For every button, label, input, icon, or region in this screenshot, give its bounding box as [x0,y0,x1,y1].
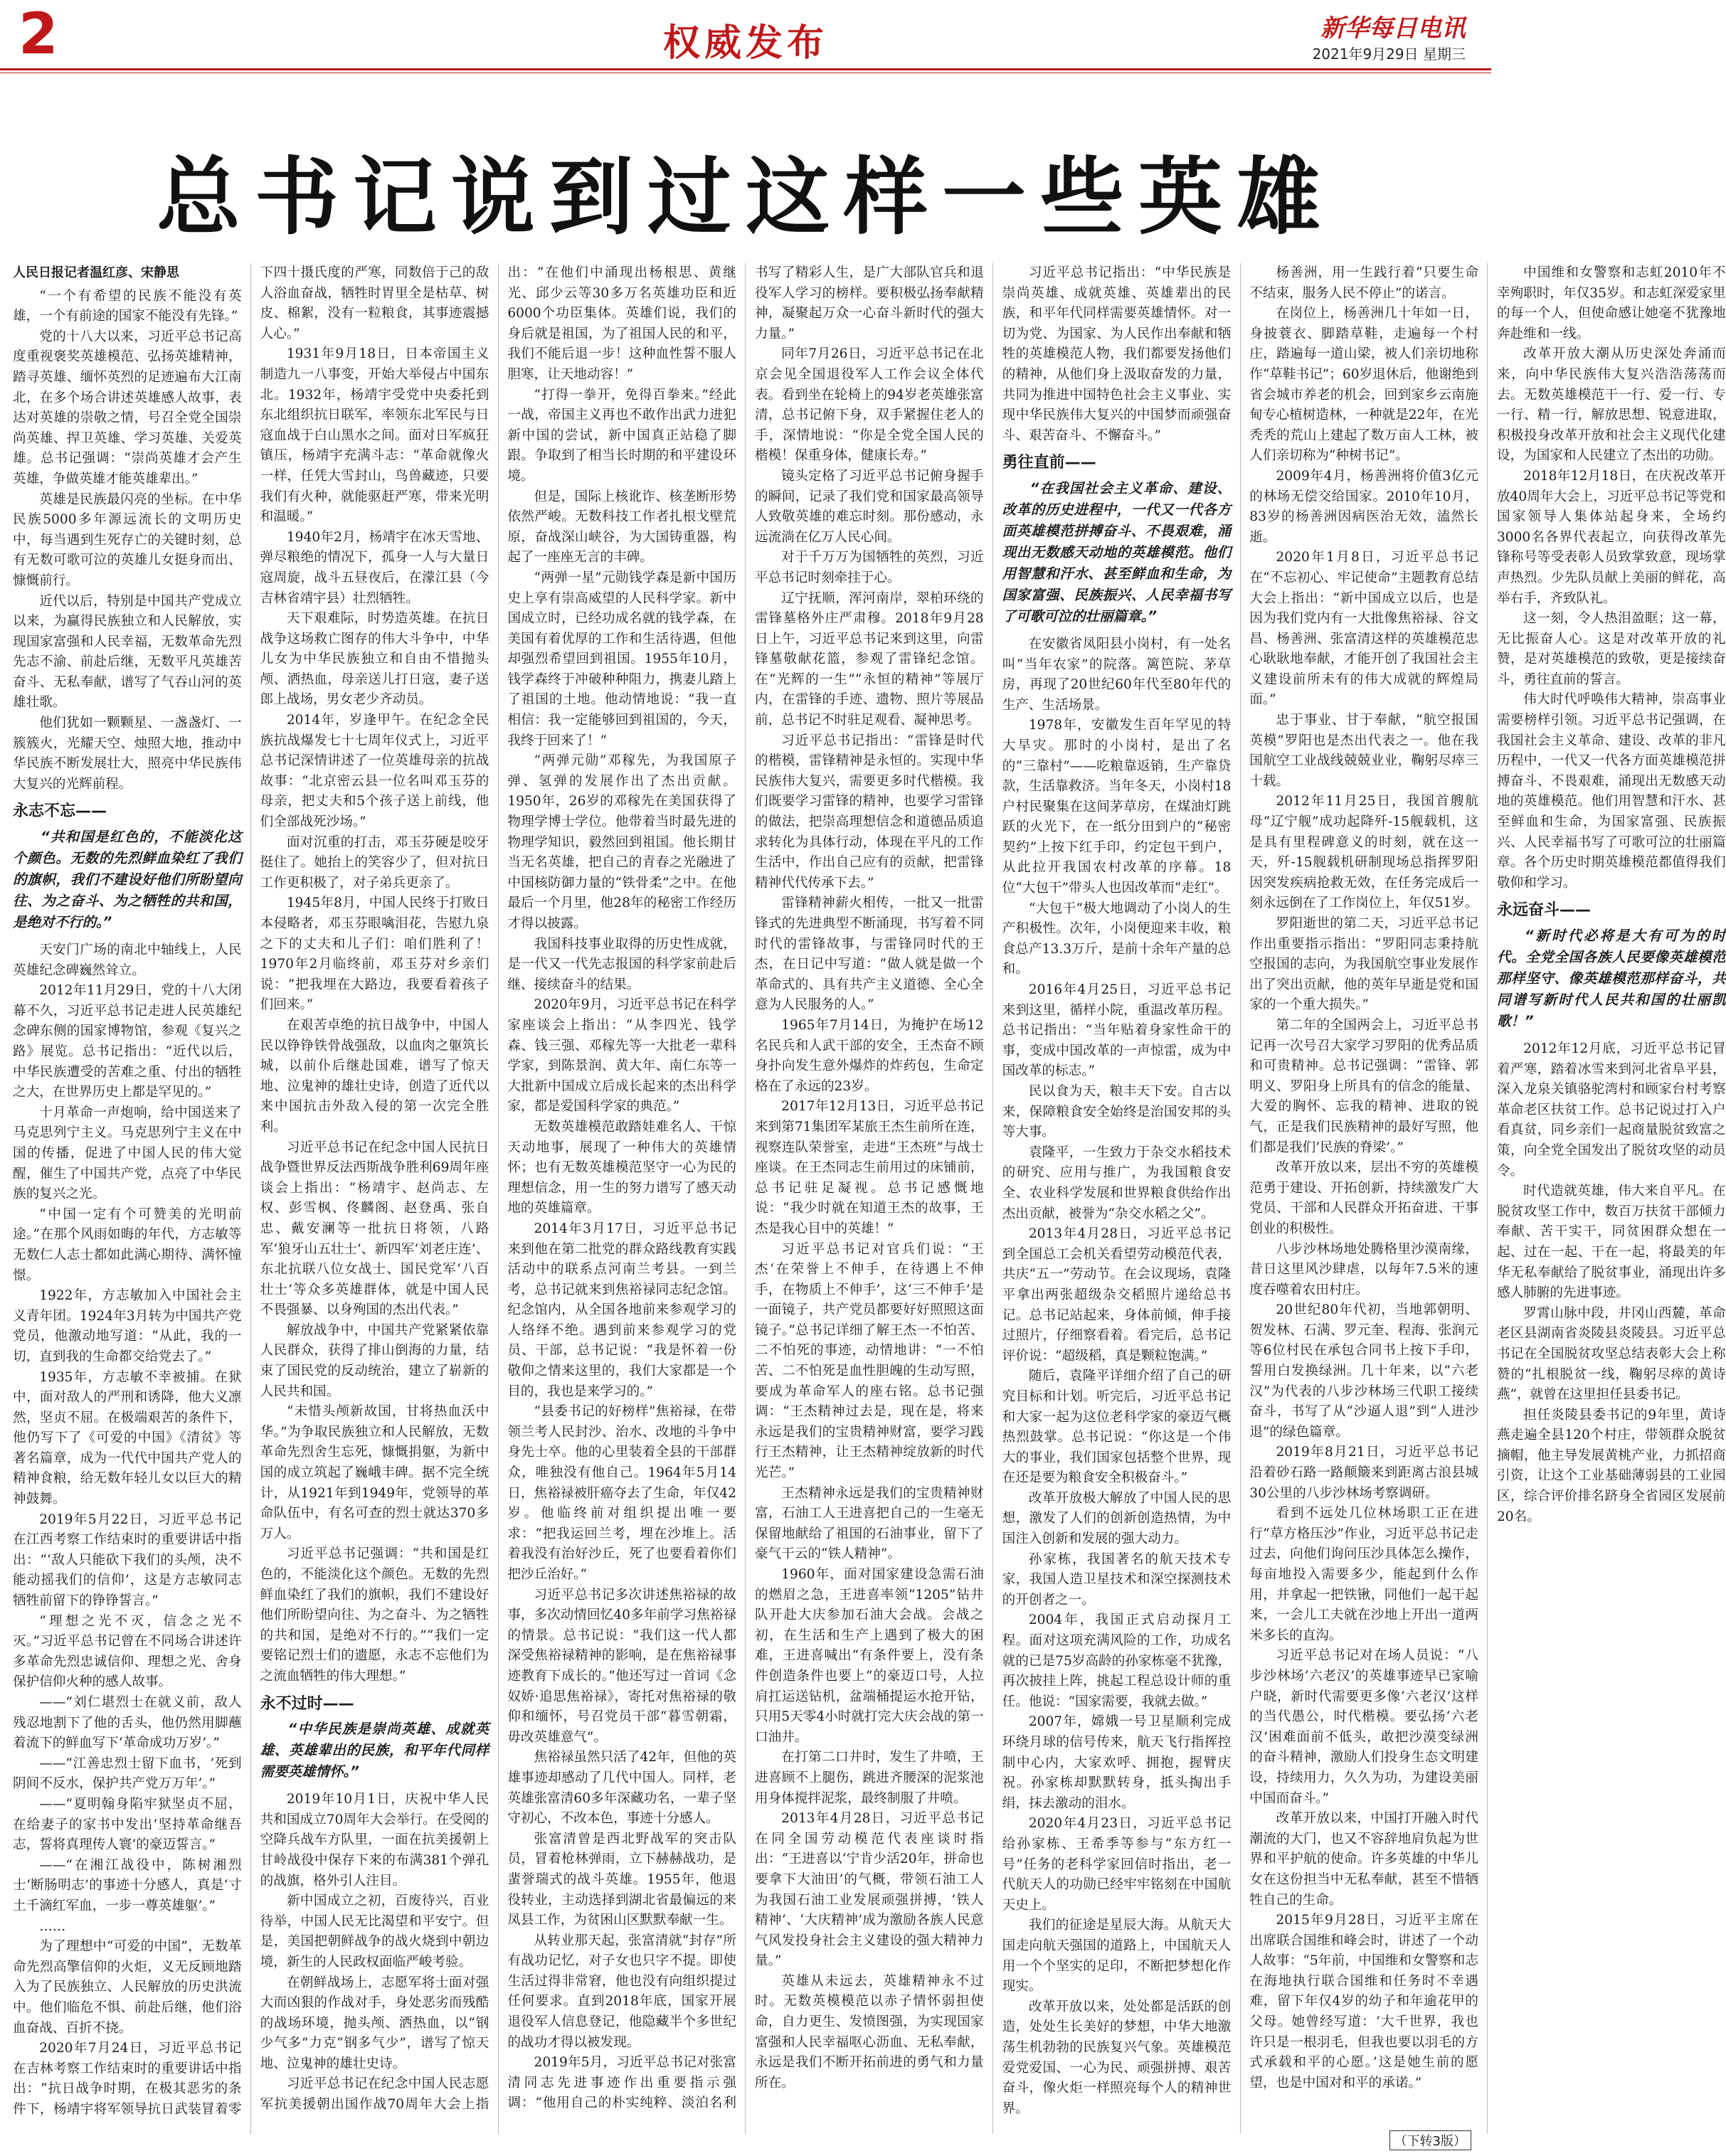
paragraph: 中国维和女警察和志虹2010年不幸殉职时，年仅35岁。和志虹深爱家里的每一个人，但使命感让她毫不犹豫地奔赴维和一线。 [1496,265,1726,341]
article-headline: 总书记说到过这样一些英雄 [156,148,1335,246]
paragraph: “理想之光不灭，信念之光不灭。”习近平总书记曾在不同场合讲述许多革命先烈忠诚信仰、理想之光、舍身保护信仰火种的感人故事。 [13,1613,242,1690]
paragraph: 焦裕禄虽然只活了42年，但他的英雄事迹却感动了几代中国人。同样，老英雄张富清60多年深藏功名，一辈子坚守初心，不改本色，事迹十分感人。 [507,1750,736,1827]
paragraph: 在打第二口井时，发生了井喷，王进喜顾不上腿伤，跳进齐腰深的泥浆池用身体搅拌泥浆，最终制服了井喷。 [754,1750,984,1806]
paragraph: 在安徽省凤阳县小岗村，有一处名叫“当年农家”的院落。篱笆院、茅草房，再现了20世纪60年代至80年代的生产、生活场景。 [1002,636,1232,713]
byline: 人民日报记者温红彦、宋静思 [13,265,179,280]
paragraph: 天下艰难际，时势造英雄。在抗日战争这场救亡图存的伟大斗争中，中华儿女为中华民族独立和自由不惜抛头颅、洒热血，母亲送儿打日寇，妻子送郎上战场，男女老少齐动员。 [260,611,489,708]
paragraph: 习近平总书记在纪念中国人民抗日战争暨世界反法西斯战争胜利69周年座谈会上指出：“杨靖宇、赵尚志、左权、彭雪枫、佟麟阁、赵登禹、张自忠、戴安澜等一批抗日将领，八路军‘狼牙山五壮士’、新四军‘刘老庄连’、东北抗联八位女战士、国民党军‘八百壮士’等众多英雄群体，就是中国人民不畏强暴、以身殉国的杰出代表。” [260,1140,489,1318]
paragraph: 改革开放极大解放了中国人民的思想，激发了人们的创新创造热情，为中国注入创新和发展的强大动力。 [1002,1490,1232,1547]
paragraph: 改革开放以来，中国打开融入时代潮流的大门，也又不容辞地肩负起为世界和平护航的使命。许多英雄的中华儿女在这份担当中无私奉献，甚至不惜牺牲自己的生命。 [1249,1811,1478,1908]
paragraph: “大包干”极大地调动了小岗人的生产积极性。次年，小岗便迎来丰收，粮食总产13.3万斤，是前十余年产量的总和。 [1002,901,1232,977]
paragraph: 改革开放大潮从历史深处奔涌而来，向中华民族伟大复兴浩浩荡荡而去。无数英雄模范干一行、爱一行、专一行、精一行，解放思想、锐意进取，积极投身改革开放和社会主义现代化建设，为国家和人民建立了杰出的功勋。 [1496,346,1726,464]
paragraph: 习近平总书记指出：“雷锋是时代的楷模，雷锋精神是永恒的。实现中华民族伟大复兴，需要更多时代楷模。我们既要学习雷锋的精神，也要学习雷锋的做法，把崇高理想信念和道德品质追求转化为具体行动，体现在平凡的工作生活中，作出自己应有的贡献，把雷锋精神代代传承下去。” [754,733,984,891]
paragraph: 杨善洲，用一生践行着“只要生命不结束，服务人民不停止”的诺言。 [1249,265,1478,301]
section-callout-3: “在我国社会主义革命、建设、改革的历史进程中，一代又一代各方面英雄模范拼搏奋斗、不畏艰难，涌现出无数感天动地的英雄模范。他们用智慧和汗水、甚至鲜血和生命，为国家富强、民族振兴、人民幸福书写了可歌可泣的壮丽篇章。” [1002,479,1232,625]
newspaper-logo: 新华每日电讯 [1320,14,1466,43]
paragraph: 十月革命一声炮响，给中国送来了马克思列宁主义。马克思列宁主义在中国的传播，促进了中国人民的伟大觉醒，催生了中国共产党，点亮了中华民族的复兴之光。 [13,1105,242,1202]
paragraph: 八步沙林场地处腾格里沙漠南缘，昔日这里风沙肆虐，以每年7.5米的速度吞噬着农田村庄。 [1249,1241,1478,1297]
paragraph: 但是，国际上核讹诈、核垄断形势依然严峻。无数科技工作者扎根戈壁荒原，奋战深山峡谷，为大国铸重器，构起了一座座无言的丰碑。 [507,489,736,565]
paragraph: 无数英雄模范敢踏娃难名人、干惊天动地事，展现了一种伟大的英雄情怀；也有无数英雄模范坚守一心为民的理想信念，用一生的努力谱写了感天动地的英雄篇章。 [507,1119,736,1216]
paragraph: 2020年7月24日，习近平总书记在吉林考察工作结束时的重要讲话中指出：“抗日战争时期，在极其恶劣的条件下，杨靖宇将军领导抗日武装冒着零下四十摄氏度的严寒，同数倍于己的敌人浴血奋战，牺牲时胃里全是枯草、树皮、棉絮，没有一粒粮食，其事迹震撼人心。” [13,265,489,2117]
paragraph: 我国科技事业取得的历史性成就，是一代又一代先志报国的科学家前赴后继、接续奋斗的结果。 [507,936,736,992]
continued-note: （下转3版） [1389,2130,1471,2150]
paragraph: 在艰苦卓绝的抗日战争中，中国人民以铮铮铁骨战强敌，以血肉之躯筑长城，以前仆后继赴国难，谱写了惊天地、泣鬼神的雄壮史诗，创造了近代以来中国抗击外敌入侵的第一次完全胜利。 [260,1017,489,1135]
paragraph: 孙家栋，我国著名的航天技术专家，我国人造卫星技术和深空探测技术的开创者之一。 [1002,1551,1232,1608]
paragraph: 2019年5月22日，习近平总书记在江西考察工作结束时的重要讲话中指出：“‘敌人只能砍下我们的头颅，决不能动摇我们的信仰’，这是方志敏同志牺牲前留下的铮铮誓言。” [13,1512,242,1609]
paragraph: 袁隆平，一生致力于杂交水稻技术的研究、应用与推广，为我国粮食安全、农业科学发展和世界粮食供给作出杰出贡献，被誉为“杂交水稻之父”。 [1002,1145,1232,1221]
paragraph: 1945年8月，中国人民终于打败日本侵略者，邓玉芬眼噙泪花，告慰九泉之下的丈夫和儿子们：咱们胜利了！1970年2月临终前，邓玉芬对乡亲们说：“把我埋在大路边，我要看着孩子们回来。” [260,896,489,1013]
paragraph: 2020年9月，习近平总书记在科学家座谈会上指出：“从李四光、钱学森、钱三强、邓稼先等一大批老一辈科学家，到陈景润、黄大年、南仁东等一大批新中国成立后成长起来的杰出科学家，都是爱国科学家的典范。” [507,997,736,1115]
paragraph: 2019年8月21日，习近平总书记沿着砂石路一路颠簸来到距离古浪县城30公里的八步沙林场考察调研。 [1249,1445,1478,1501]
section-heading-2: 永不过时—— [260,1694,354,1713]
paragraph: 2017年12月13日，习近平总书记来到第71集团军某旅王杰生前所在连，视察连队荣誉室，走进“王杰班”与战士座谈。在王杰同志生前用过的床铺前，总书记驻足凝视。总书记感慨地说：“我少时就在知道王杰的故事，王杰是我心目中的英雄！” [754,1099,984,1236]
paragraph: 在岗位上，杨善洲几十年如一日，身披蓑衣、脚踏草鞋，走遍每一个村庄，踏遍每一道山梁，被人们亲切地称作“草鞋书记”；60岁退休后，他谢绝到省会城市养老的机会，回到家乡云南施甸专心植树造林，一种就是22年，在光秃秃的荒山上建起了数万亩人工林，被人们亲切称为“种树书记”。 [1249,306,1478,464]
paragraph: 2007年，嫦娥一号卫星顺利完成环绕月球的信号传来，航天飞行指挥控制中心内，大家欢呼、拥抱，握臂庆祝。孙家栋却默默转身，抵头掏出手绢，抹去激动的泪水。 [1002,1714,1232,1811]
paragraph: 担任炎陵县委书记的9年里，黄诗燕走遍全县120个村庄，带领群众脱贫摘帽，他主导发展黄桃产业，力抓招商引资，让这个工业基础薄弱县的工业园区，综合评价排名跻身全省园区发展前20名。 [1496,1407,1726,1524]
paragraph: 罗阳逝世的第二天，习近平总书记作出重要指示指出：“罗阳同志秉持航空报国的志向，为我国航空事业发展作出了突出贡献，他的英年早逝是党和国家的一个重大损失。” [1249,916,1478,1013]
paragraph: 对于千万万为国牺牲的英烈，习近平总书记时刻牵挂于心。 [754,550,984,585]
article-body [13,263,1726,2134]
paragraph: 改革开放以来，处处都是活跃的创造，处处生长美好的梦想，中华大地激荡生机勃勃的民族复兴气象。英雄模范爱党爱国、一心为民、顽强拼搏、艰苦奋斗，像火炬一样照亮每个人的精神世界。 [1002,1999,1232,2116]
paragraph: 2015年9月28日，习近平主席在出席联合国维和峰会时，讲述了一个动人故事：“5年前，中国维和女警察和志在海地执行联合国维和任务时不幸遇难，留下年仅4岁的幼子和年逾花甲的父母。她曾经写道：‘大千世界，我也许只是一根羽毛，但我也要以羽毛的方式承载和平的心愿。’这是她生前的愿望，也是中国对和平的承诺。” [1249,1913,1478,2091]
publication-date: 2021年9月29日 星期三 [1312,46,1466,63]
paragraph: 同年7月26日，习近平总书记在北京会见全国退役军人工作会议全体代表。看到坐在轮椅上的94岁老英雄张富清，总书记俯下身，双手紧握住老人的手，深情地说：“你是全党全国人民的楷模！保重身体，健康长寿。” [754,346,984,464]
paragraph: 在朝鲜战场上，志愿军将士面对强大而凶狠的作战对手，身处恶劣而残酷的战场环境，抛头颅、洒热血，以“钢少气多”力克“钢多气少”，谱写了惊天地、泣鬼神的雄壮史诗。 [260,1975,489,2071]
paragraph: 2016年4月25日，习近平总书记来到这里，循样小院，重温改革历程。总书记指出：“当年贴着身家性命干的事，变成中国改革的一声惊雷，成为中国改革的标志。” [1002,982,1232,1079]
paragraph: 2014年，岁逢甲午。在纪念全民族抗战爆发七十七周年仪式上，习近平总书记深情讲述了一位英雄母亲的抗战故事：“北京密云县一位名叫邓玉芬的母亲，把丈夫和5个孩子送上前线，他们全部战死沙场。” [260,713,489,830]
section-callout-2: “中华民族是崇尚英雄、成就英雄、英雄辈出的民族，和平年代同样需要英雄情怀。” [260,1721,489,1780]
paragraph: 张富清曾是西北野战军的突击队员，冒着枪林弹雨，立下赫赫战功，是蜚誉瑞式的战斗英雄。1955年，他退役转业，主动选择到湖北省最偏远的来凤县工作，为贫困山区默默奉献一生。 [507,1831,736,1928]
paragraph: 王杰精神永远是我们的宝贵精神财富，石油工人王进喜把自己的一生毫无保留地献给了祖国的石油事业，留下了豪气干云的“铁人精神”。 [754,1485,984,1562]
paragraph: 新中国成立之初，百废待兴，百业待举，中国人民无比渴望和平安宁。但是，美国把朝鲜战争的战火烧到中朝边境，新生的人民政权面临严峻考验。 [260,1894,489,1970]
paragraph: 镜头定格了习近平总书记俯身握手的瞬间，记录了我们党和国家最高领导人致敬英雄的难忘时刻。那份感动，永远流淌在亿万人民心间。 [754,468,984,545]
paragraph: 习近平总书记在纪念中国人民志愿军抗美援朝出国作战70周年大会上指出：“在他们中涌现出杨根思、黄继光、邱少云等30多万名英雄功臣和近6000个功臣集体。英雄们说，我们的身后就是祖国，为了祖国人民的和平，我们不能后退一步！这种血性誓不服人胆寒，让天地动容！” [260,265,736,2113]
paragraph: “县委书记的好榜样”焦裕禄，在带领兰考人民封沙、治水、改地的斗争中身先士卒。他的心里装着全县的干部群众，唯独没有他自己。1964年5月14日，焦裕禄被肝癌夺去了生命，年仅42岁。他临终前对组织提出唯一要求：“把我运回兰考，埋在沙堆上。活着我没有治好沙丘，死了也要看着你们把沙丘治好。” [507,1404,736,1582]
paragraph: 习近平总书记对官兵们说：“王杰‘在荣誉上不伸手，在待遇上不伸手，在物质上不伸手’，这‘三不伸手’是一面镜子，共产党员都要好好照照这面镜子。”总书记详细了解王杰一不怕苦、二不怕死的事迹，动情地讲：“一不怕苦、二不怕死是血性胆魄的生动写照，要成为革命军人的座右铭。总书记强调：“王杰精神过去是，现在是，将来永远是我们的宝贵精神财富，要学习践行王杰精神，让王杰精神绽放新的时代光芒。” [754,1241,984,1481]
section-callout-4: “新时代必将是大有可为的时代。全党全国各族人民要像英雄模范那样坚守、像英雄模范那样奋斗，共同谱写新时代人民共和国的壮丽凯歌！” [1496,928,1726,1029]
masthead [0,0,1491,68]
paragraph: 2018年12月18日，在庆祝改革开放40周年大会上，习近平总书记等党和国家领导人集体站起身来，全场约3000名各界代表起立，向获得改革先锋称号等受表彰人员致掌致意，现场掌声热烈。少先队员献上美丽的鲜花，高举右手，齐致队礼。 [1496,468,1726,606]
paragraph: 从转业那天起，张富清就“封存”所有战功记忆，对子女也只字不提。即使生活过得非常窘，他也没有向组织提过任何要求。直到2018年底，国家开展退役军人信息登记，他隐藏半个多世纪的战功才得以被发现。 [507,1933,736,2050]
section-heading-4: 永远奋斗—— [1496,901,1591,920]
paragraph: 罗霄山脉中段，井冈山西麓，革命老区县湖南省炎陵县炎陵县。习近平总书记在全国脱贫攻坚总结表彰大会上称赞的“扎根脱贫一线，鞠躬尽瘁的黄诗燕”，就曾在这里担任县委书记。 [1496,1305,1726,1403]
paragraph: 2013年4月28日，习近平总书记到全国总工会机关看望劳动模范代表，共庆“五一”劳动节。在会议现场，袁隆平拿出两张超级杂交稻照片递给总书记。总书记站起来，身体前倾，伸手接过照片，仔细察看着。看完后，总书记评价说：“超级稻，真是颗粒饱满。” [1002,1226,1232,1364]
paragraph: 2019年10月1日，庆祝中华人民共和国成立70周年大会举行。在受阅的空降兵战车方队里，一面在抗美援朝上甘岭战役中保存下来的布满381个弹孔的战旗，格外引人注目。 [260,1792,489,1889]
section-callout-1: “共和国是红色的，不能淡化这个颜色。无数的先烈鲜血染红了我们的旗帜，我们不建设好他们所盼望向往、为之奋斗、为之牺牲的共和国，是绝对不行的。” [13,829,242,931]
paragraph: “中国一定有个可赞美的光明前途。”在那个风雨如晦的年代，方志敏等无数仁人志士都如此满心期待、满怀憧憬。 [13,1206,242,1283]
paragraph: “未惜头颅新故国，甘将热血沃中华。”为争取民族独立和人民解放，无数革命先烈舍生忘死，慷慨捐躯，为新中国的成立筑起了巍峨丰碑。据不完全统计，从1921年到1949年，党领导的革命队伍中，有名可查的烈士就达370多万人。 [260,1404,489,1541]
paragraph: 辽宁抚顺，浑河南岸，翠柏环绕的雷锋墓格外庄严肃穆。2018年9月28日上午，习近平总书记来到这里，向雷锋墓敬献花篮，参观了雷锋纪念馆。在“光辉的一生”“永恒的精神”等展厅内，在雷锋的手迹、遗物、照片等展品前，总书记不时驻足观看、凝神思考。 [754,590,984,728]
paragraph: “一个有希望的民族不能没有英雄，一个有前途的国家不能没有先锋。” [13,288,242,324]
paragraph: 2020年4月23日，习近平总书记给孙家栋、王希季等参与“东方红一号”任务的老科学家回信时指出，老一代航天人的功勋已经牢牢铭刻在中国航天史上。 [1002,1816,1232,1913]
paragraph: 习近平总书记对在场人员说：“八步沙林场‘六老汉’的英雄事迹早已家喻户晓，新时代需要更多像‘六老汉’这样的当代愚公，时代楷模。要弘扬‘六老汉’困难面前不低头，敢把沙漠变绿洲的奋斗精神，激励人们投身生态文明建设，持续用力，久久为功，为建设美丽中国而奋斗。” [1249,1648,1478,1806]
paragraph: 习近平总书记强调：“共和国是红色的，不能淡化这个颜色。无数的先烈鲜血染红了我们的旗帜，我们不建设好他们所盼望向往、为之奋斗、为之牺牲的共和国，是绝对不行的。”“我们一定要铭记烈士们的遗愿，永志不忘他们为之流血牺牲的伟大理想。” [260,1546,489,1684]
paragraph: 1940年2月，杨靖宇在冰天雪地、弹尽粮绝的情况下，孤身一人与大量日寇周旋，战斗五昼夜后，在濛江县（今吉林省靖宇县）壮烈牺牲。 [260,529,489,606]
paragraph: 天安门广场的南北中轴线上，人民英雄纪念碑巍然耸立。 [13,942,242,978]
paragraph: 2013年4月28日，习近平总书记在同全国劳动模范代表座谈时指出：“王进喜以‘宁肯少活20年，拼命也要拿下大油田’的气概，带领石油工人为我国石油工业发展顽强拼搏，‘铁人精神’、‘大庆精神’成为激励各族人民意气风发投身社会主义建设的强大精神力量。” [754,1811,984,1969]
paragraph: 为了理想中“可爱的中国”，无数革命先烈高擎信仰的火炬，义无反顾地踏入为了民族独立、人民解放的历史洪流中。他们临危不惧、前赴后继，他们浴血奋战、百折不挠。 [13,1939,242,2036]
paragraph: 2012年11月25日，我国首艘航母“辽宁舰”成功起降歼-15舰载机，这是具有里程碑意义的时刻，就在这一天，歼-15舰载机研制现场总指挥罗阳因突发疾病抢救无效，在任务完成后一刻永远倒在了工作岗位上，年仅51岁。 [1249,794,1478,911]
paragraph: 看到不远处几位林场职工正在进行“草方格压沙”作业，习近平总书记走过去，向他们询问压沙具体怎么操作，每亩地投入需要多少，能起到什么作用，并拿起一把铁锹，同他们一起干起来，一会儿工夫就在沙地上开出一道两米多长的直沟。 [1249,1506,1478,1643]
paragraph: 英雄是民族最闪亮的坐标。在中华民族5000多年源远流长的文明历史中，每当遇到生死存亡的关键时刻，总有无数可歌可泣的英雄儿女挺身而出、慷慨前行。 [13,492,242,588]
paragraph: 这一刻，令人热泪盈眶；这一幕，无比振奋人心。这是对改革开放的礼赞，是对英雄模范的致敬，更是接续奋斗，勇往直前的誓言。 [1496,611,1726,687]
paragraph: 时代造就英雄，伟大来自平凡。在脱贫攻坚工作中，数百万扶贫干部倾力奉献、苦干实干，同贫困群众想在一起、过在一起、干在一起，将最美的年华无私奉献给了脱贫事业，涌现出许多感人肺腑的先进事迹。 [1496,1184,1726,1301]
paragraph: 习近平总书记多次讲述焦裕禄的故事，多次动情回忆40多年前学习焦裕禄的情景。总书记说：“我们这一代人都深受焦裕禄精神的影响，是在焦裕禄事迹教育下成长的。”他还写过一首词《念奴娇·追思焦裕禄》，寄托对焦裕禄的敬仰和缅怀，号召党员干部“暮雪朝霜，毋改英雄意气”。 [507,1587,736,1745]
paragraph: 1931年9月18日，日本帝国主义制造九一八事变，开始大举侵占中国东北。1932年，杨靖宇受党中央委托到东北组织抗日联军，率领东北军民与日寇血战于白山黑水之间。面对日军疯狂镇压，杨靖宇充满斗志：“革命就像火一样，任凭大雪封山，鸟兽藏迹，只要我们有火种，就能驱赶严寒，带来光明和温暖。” [260,346,489,525]
paragraph: 1965年7月14日，为掩护在场12名民兵和人武干部的安全，王杰奋不顾身扑向发生意外爆炸的炸药包，生命定格在了永远的23岁。 [754,1017,984,1094]
paragraph: “两弹元勋”邓稼先，为我国原子弹、氢弹的发展作出了杰出贡献。1950年，26岁的邓稼先在美国获得了物理学博士学位。他带着当时最先进的物理学知识，毅然回到祖国。他长期甘当无名英雄，把自己的青春之光融进了中国核防御力量的“铁骨柔”之中。在他最后一个月里，他28年的秘密工作经历才得以披露。 [507,753,736,931]
section-body-4 [1497,1039,1726,1527]
paragraph: ——“江善忠烈士留下血书，‘死到阴间不反水，保护共产党万万年’。” [13,1756,242,1792]
paragraph: 忠于事业、甘于奉献，“航空报国英模”罗阳也是杰出代表之一。他在我国航空工业战线兢兢业业，鞠躬尽瘁三十载。 [1249,713,1478,789]
paragraph: ——“夏明翰身陷牢狱坚贞不屈，在给妻子的家书中发出‘坚持革命继吾志，誓将真理传人寰’的豪迈誓言。” [13,1796,242,1853]
paragraph: 习近平总书记指出：“中华民族是崇尚英雄、成就英雄、英雄辈出的民族，和平年代同样需要英雄情怀。对一切为党、为国家、为人民作出奉献和牺牲的英雄模范人物，我们都要发扬他们的精神，从他们身上汲取奋发的力量，共同为推进中国特色社会主义事业、实现中华民族伟大复兴的中国梦而顽强奋斗、艰苦奋斗、不懈奋斗。” [1002,265,1232,443]
intro-section [13,287,242,795]
paragraph: 面对沉重的打击，邓玉芬硬是咬牙挺住了。她抬上的笑容少了，但对抗日工作更积极了，对子弟兵更亲了。 [260,834,489,891]
paragraph: 改革开放以来，层出不穷的英雄模范勇于建设、开拓创新，持续激发广大党员、干部和人民群众开拓奋进、干事创业的积极性。 [1249,1160,1478,1236]
section-heading-1: 永志不忘—— [13,802,107,821]
paragraph: 1922年，方志敏加入中国社会主义青年团。1924年3月转为中国共产党党员，他激动地写道：“从此，我的一切，直到我的生命都交给党去了。” [13,1288,242,1364]
paragraph: 解放战争中，中国共产党紧紧依靠人民群众，获得了排山倒海的力量，结束了国民党的反动统治，建立了崭新的人民共和国。 [260,1322,489,1399]
section-heading-3: 勇往直前—— [1002,454,1096,472]
paragraph: 党的十八大以来，习近平总书记高度重视褒奖英雄模范、弘扬英雄精神，踏寻英雄、缅怀英烈的足迹遍布大江南北，在多个场合讲述英雄感人故事，表达对英雄的崇敬之情，号召全党全国崇尚英雄、捍卫英雄、学习英雄、关爱英雄。总书记强调：“崇尚英雄才会产生英雄，争做英雄才能英雄辈出。” [13,329,242,487]
paragraph: 1960年，面对国家建设急需石油的燃眉之急，王进喜率领“1205”钻井队开赴大庆参加石油大会战。会战之初，在生活和生产上遇到了极大的困难，王进喜喊出“有条件要上，没有条件创造条件也要上”的豪迈口号，人拉肩扛运送钻机，盆端桶提运水抢开钻，只用5天零4小时就打完大庆会战的第一口油井。 [754,1567,984,1745]
paragraph: 2020年1月8日，习近平总书记在“不忘初心、牢记使命”主题教育总结大会上指出：“新中国成立以后，也是因为我们党内有一大批像焦裕禄、谷文昌、杨善洲、张富清这样的英雄模范忠心耿耿地奉献，才能开创了我国社会主义建设前所未有的伟大成就的辉煌局面。” [1249,550,1478,708]
paragraph: 第二年的全国两会上，习近平总书记再一次号召大家学习罗阳的优秀品质和可贵精神。总书记强调：“雷锋、郭明义、罗阳身上所具有的信念的能量、大爱的胸怀、忘我的精神、进取的锐气，正是我们民族精神的最好写照，他们都是我们‘民族的脊梁’。” [1249,1017,1478,1155]
paragraph: 英雄从未远去，英雄精神永不过时。无数英模模范以赤子情怀弱担使命，自力更生、发愤图强，为实现国家富强和人民幸福呕心沥血、无私奉献，永远是我们不断开拓前进的勇气和力量所在。 [754,1973,984,2091]
paragraph: 1935年，方志敏不幸被捕。在狱中，面对敌人的严刑和诱降，他大义凛然，坚贞不屈。在极端艰苦的条件下，他仍写下了《可爱的中国》《清贫》等著名篇章，成为一代代中国共产党人的精神食粮，给无数年轻儿女以巨大的精神鼓舞。 [13,1369,242,1507]
paragraph: 随后，袁隆平详细介绍了自己的研究目标和计划。听完后，习近平总书记和大家一起为这位老科学家的豪迈气概热烈鼓掌。总书记说：“你这是一个伟大的事业，我们国家包括整个世界，现在还是要为粮食安全积极奋斗。” [1002,1369,1232,1486]
paragraph: 他们犹如一颗颗星、一盏盏灯、一簇簇火，光耀天空、烛照大地，推动中华民族不断发展壮大，照亮中华民族伟大复兴的光辉前程。 [13,716,242,792]
paragraph: 2009年4月，杨善洲将价值3亿元的林场无偿交给国家。2010年10月，83岁的杨善洲因病医治无效，溘然长逝。 [1249,468,1478,545]
paragraph: “两弹一星”元勋钱学森是新中国历史上享有崇高威望的人民科学家。新中国成立时，已经功成名就的钱学森，在美国有着优厚的工作和生活待遇，但他却强烈希望回到祖国。1955年10月，钱学森终于冲破种种阻力，携妻儿踏上了祖国的土地。他动情地说：“我一直相信：我一定能够回到祖国的，今天，我终于回来了！” [507,570,736,748]
paragraph: …… [39,1918,66,1934]
paragraph: 我们的征途是星辰大海。从航天大国走向航天强国的道路上，中国航天人用一个个坚实的足印，不断把梦想化作现实。 [1002,1918,1232,1995]
paragraph: 2012年11月29日，党的十八大闭幕不久，习近平总书记走进人民英雄纪念碑东侧的国家博物馆，参观《复兴之路》展览。总书记指出：“近代以后，中华民族遭受的苦难之重、付出的牺牲之大，在世界历史上都是罕见的。” [13,983,242,1100]
paragraph: 雷锋精神薪火相传，一批又一批雷锋式的先进典型不断涌现，书写着不同时代的雷锋故事，与雷锋同时代的王杰，在日记中写道：“做人就是做一个革命式的、具有共产主义道德、全心全意为人民服务的人。” [754,896,984,1013]
masthead-rule [0,68,1491,70]
paragraph: 1978年，安徽发生百年罕见的特大旱灾。那时的小岗村，是出了名的“三靠村”——吃粮靠返销，生产靠贷款，生活靠救济。当年冬天，小岗村18户村民聚集在这间茅草房，在煤油灯跳跃的火光下，在一纸分田到户的“秘密契约”上按下红手印，约定包干到户，从此拉开我国农村改革的序幕。18位“大包干”带头人也因改革而“走红”。 [1002,718,1232,896]
paragraph: ——“在湘江战役中，陈树湘烈士‘断肠明志’的事迹十分感人，真是‘寸土千滴红军血，一步一尊英雄躯’。” [13,1857,242,1913]
paragraph: 2014年3月17日，习近平总书记来到他在第二批党的群众路线教育实践活动中的联系点河南兰考县。一到兰考，总书记就来到焦裕禄同志纪念馆。纪念馆内，从全国各地前来参观学习的人络绎不绝。遇到前来参观学习的党员、干部，总书记说：“我是怀着一份敬仰之情来这里的，我们大家都是一个目的，我也是来学习的。” [507,1221,736,1399]
paragraph: 民以食为天，粮丰天下安。自古以来，保障粮食安全始终是治国安邦的头等大事。 [1002,1084,1232,1140]
paragraph: 近代以后，特别是中国共产党成立以来，为赢得民族独立和人民解放，实现国家富强和人民幸福，无数革命先烈先志不渝、前赴后继，无数平凡英雄苦奋斗、无私奉献，谱写了气吞山河的英雄壮歌。 [13,593,242,711]
page-number: 2 [18,1,58,67]
paragraph: 2019年5月，习近平总书记对张富清同志先进事迹作出重要指示强调：“他用自己的朴实纯粹、淡泊名利书写了精彩人生，是广大部队官兵和退役军人学习的榜样。要积极弘扬奉献精神，凝聚起万众一心奋斗新时代的强大力量。” [507,265,984,2111]
paragraph: 20世纪80年代初，当地郭朝明、贺发林、石满、罗元奎、程海、张润元等6位村民在承包合同书上按下手印，誓用白发换绿洲。几十年来，以“六老汉”为代表的八步沙林场三代职工接续奋斗，书写了从“沙逼人退”到“人进沙退”的绿色篇章。 [1249,1302,1478,1440]
paragraph: “打得一拳开，免得百拳来。”经此一战，帝国主义再也不敢作出武力进犯新中国的尝试，新中国真正站稳了脚跟。争取到了相当长时期的和平建设环境。 [507,387,736,484]
paragraph: 伟大时代呼唤伟大精神，崇高事业需要榜样引领。习近平总书记强调，在我国社会主义革命、建设、改革的非凡历程中，一代又一代各方面英雄模范拼搏奋斗、不畏艰难，涌现出无数感天动地的英雄模范。他们用智慧和汗水、甚至鲜血和生命，为国家富强、民族振兴、人民幸福书写了可歌可泣的壮丽篇章。各个历史时期英雄模范都值得我们敬仰和学习。 [1496,692,1726,891]
section-title: 权威发布 [662,22,828,65]
paragraph: 2004年，我国正式启动探月工程。面对这项充满风险的工作，功成名就的已是75岁高龄的孙家栋毫不犹豫，再次披挂上阵，挑起工程总设计师的重任。他说：“国家需要，我就去做。” [1002,1613,1232,1709]
paragraph: 2012年12月底，习近平总书记冒着严寒，踏着冰雪来到河北省阜平县，深入龙泉关镇骆驼湾村和顾家台村考察革命老区扶贫工作。总书记说过打入户看真贫，同乡亲们一起商量脱贫致富之策，向全党全国发出了脱贫攻坚的动员令。 [1496,1041,1726,1179]
paragraph: ——“刘仁堪烈士在就义前，敌人残忍地割下了他的舌头，他仍然用脚蘸着流下的鲜血写下‘革命成功万岁’。” [13,1695,242,1751]
